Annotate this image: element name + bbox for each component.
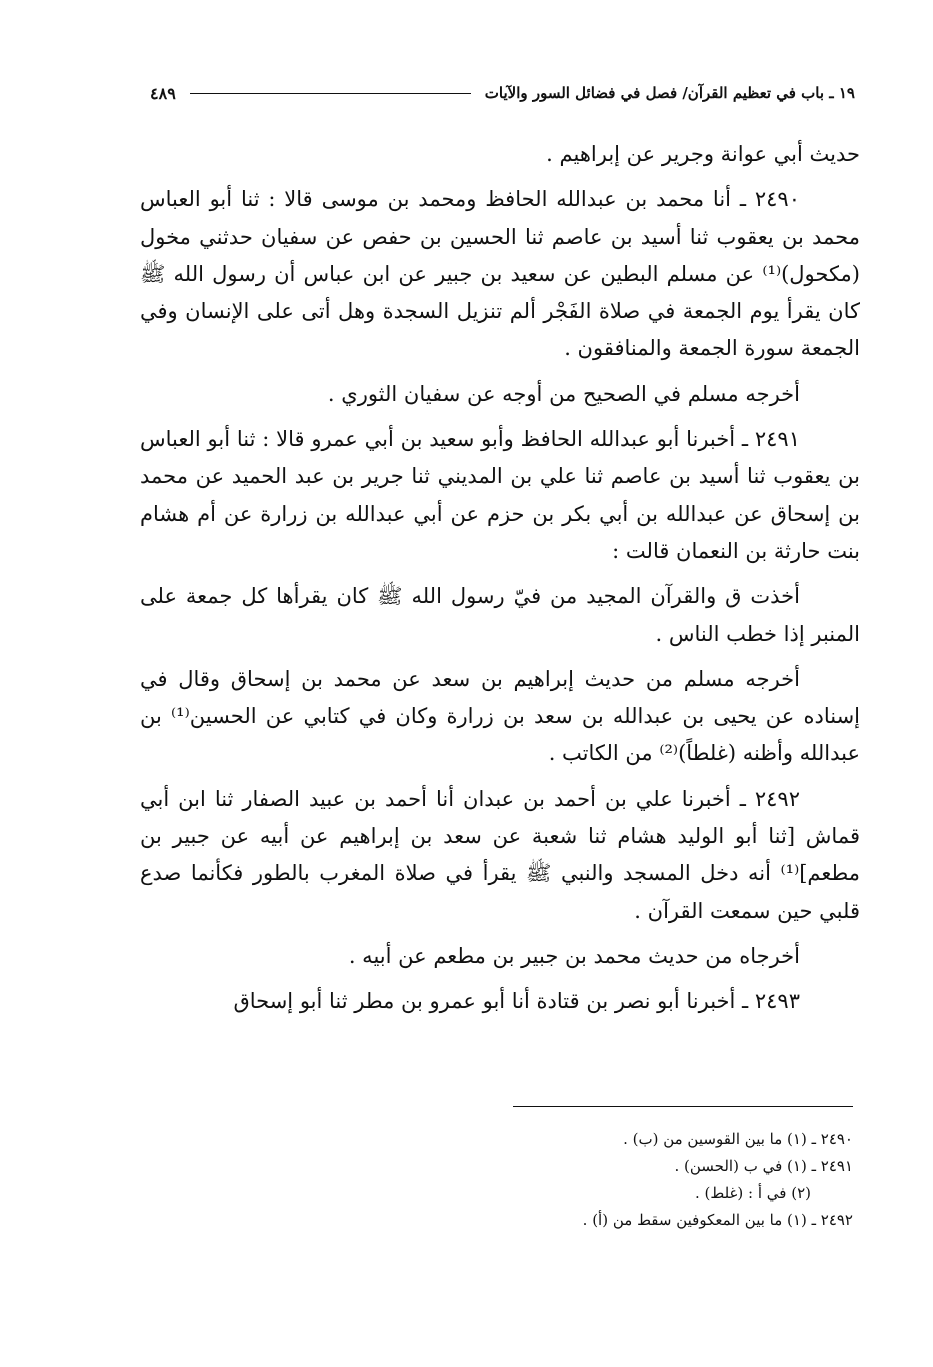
takhrij-2492: أخرجاه من حديث محمد بن جبير بن مطعم عن أبيه . (348, 943, 800, 968)
running-title: ١٩ ـ باب في تعظيم القرآن/ فصل في فضائل السور والآيات (484, 84, 855, 102)
hadith-2491-matn: أخذت ق والقرآن المجيد من فيّ رسول الله ﷺ كان يقرأها كل جمعة على المنبر إذا خطب الناس . (140, 584, 860, 646)
footnote-rule (513, 1106, 853, 1107)
footnotes (453, 1126, 853, 1234)
footnote-2491-2: (٢) في أ : (غلط) . (694, 1184, 811, 1202)
paragraph-continuation: حديث أبي عوانة وجرير عن إبراهيم . (546, 142, 860, 166)
footnote-2490-1: ٢٤٩٠ ـ (١) ما بين القوسين من (ب) . (623, 1130, 853, 1148)
hadith-2493: ٢٤٩٣ ـ أخبرنا أبو نصر بن قتادة أنا أبو عمرو بن مطر ثنا أبو إسحاق (233, 989, 800, 1014)
hadith-2490: ٢٤٩٠ ـ أنا محمد بن عبدالله الحافظ ومحمد بن موسى قالا : ثنا أبو العباس محمد بن يعقوب ثنا أسيد بن عاصم ثنا الحسين بن حفص عن سفيان حدثني مخول (مكحول)⁽¹⁾ عن مسلم البطين عن سعيد بن جبير عن ابن عباس أن رسول الله ﷺ كان يقرأ يوم الجمعة في صلاة الفَجْر ألم تنزيل السجدة وهل أتى على الإنسان وفي الجمعة سورة الجمعة والمنافقون . (140, 187, 860, 361)
footnote-2491-1: ٢٤٩١ ـ (١) في ب (الحسن) . (674, 1157, 853, 1175)
takhrij-2491: أخرجه مسلم من حديث إبراهيم بن سعد عن محمد بن إسحاق وقال في إسناده عن يحيى بن عبدالله بن سعد بن زرارة وكان في كتابي عن الحسين⁽¹⁾ بن عبدالله وأظنه (غلطاً)⁽²⁾ من الكاتب . (140, 666, 860, 766)
hadith-2491: ٢٤٩١ ـ أخبرنا أبو عبدالله الحافظ وأبو سعيد بن أبي عمرو قالا : ثنا أبو العباس بن يعقوب ثنا أسيد بن عاصم ثنا علي بن المديني ثنا جرير بن عبد الحميد عن محمد بن إسحاق عن عبدالله بن أبي بكر بن حزم عن أبي عبدالله بن زرارة عن أم هشام بنت حارثة بن النعمان قالت : (140, 427, 860, 563)
footnote-2492-1: ٢٤٩٢ ـ (١) ما بين المعكوفين سقط من (أ) . (582, 1211, 853, 1229)
page-number: ٤٨٩ (150, 83, 176, 103)
header-rule (190, 93, 471, 94)
page-header (150, 78, 855, 108)
hadith-2492: ٢٤٩٢ ـ أخبرنا علي بن أحمد بن عبدان أنا أحمد بن عبيد الصفار ثنا ابن أبي قماش [ثنا أبو الوليد هشام ثنا شعبة عن سعد بن إبراهيم عن أبيه عن جبير بن مطعم]⁽¹⁾ أنه دخل المسجد والنبي ﷺ يقرأ في صلاة المغرب بالطور فكأنما صدع قلبي حين سمعت القرآن . (140, 786, 860, 923)
takhrij-2490: أخرجه مسلم في الصحيح من أوجه عن سفيان الثوري . (327, 381, 800, 406)
main-text (140, 136, 860, 1029)
